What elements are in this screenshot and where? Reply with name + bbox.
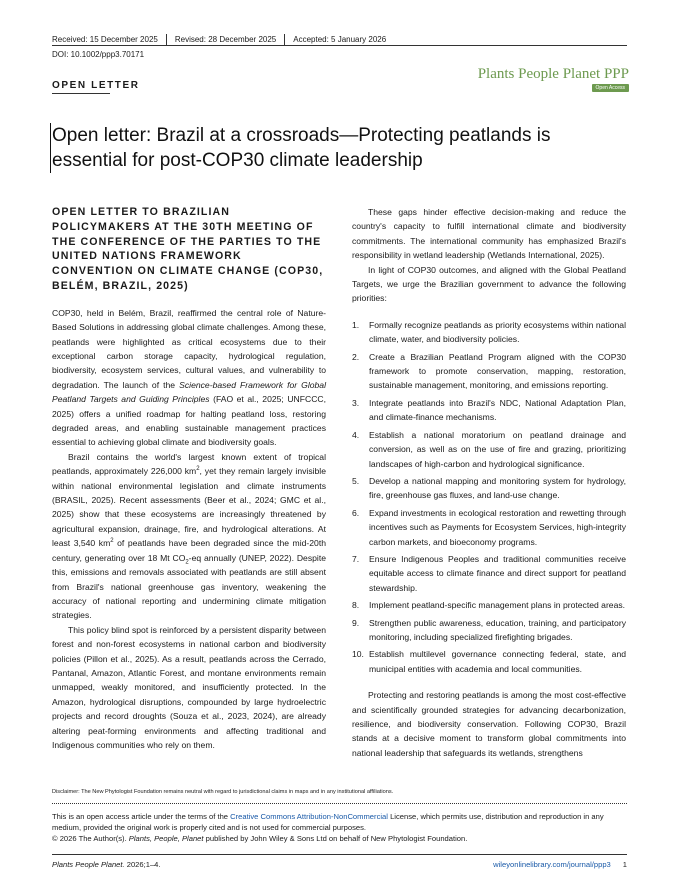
priority-number: 2. xyxy=(352,351,360,362)
priority-item xyxy=(352,318,626,347)
paragraph-4: These gaps hinder effective decision-making and reduce the country's capacity to fulfill international climate and biodiversity commitments. The international community has emphasized Brazil's responsibility in wetland leadership (Wetlands International, 2025). xyxy=(352,207,626,261)
priorities-list xyxy=(352,318,626,676)
priority-item xyxy=(352,474,626,503)
footer-right xyxy=(493,860,627,869)
paragraph-2 xyxy=(52,450,326,623)
priority-number: 10. xyxy=(352,649,364,660)
page-number: 1 xyxy=(622,860,627,869)
paragraph-1-text-a: COP30, held in Belém, Brazil, reaffirmed the central role of Nature-Based Solutions in addressing global climate challenges. Among these, peatlands were highlighted as critical ecosystems due to their exceptional carbon storage capacity, hydrological regulation, biodiversity, ecosystem services, cultural values, and vulnerability to degradation. The launch of the xyxy=(52,307,326,390)
priority-text: Strengthen public awareness, education, training, and participatory monitoring, including specialized firefighting brigades. xyxy=(369,617,626,642)
paragraph-2-text-a: Brazil contains the world's largest known extent of tropical peatlands, approximately 226,000 km xyxy=(52,451,326,477)
license-notice xyxy=(52,811,627,844)
open-access-badge: Open Access xyxy=(592,84,629,92)
priority-item xyxy=(352,598,626,612)
section-label: OPEN LETTER xyxy=(52,80,140,91)
copyright-publisher: published by John Wiley & Sons Ltd on behalf of New Phytologist Foundation. xyxy=(203,834,468,843)
priority-text: Implement peatland-specific management plans in protected areas. xyxy=(369,600,626,611)
priority-item xyxy=(352,506,626,549)
right-column xyxy=(352,205,626,760)
paragraph-2-text-c: of peatlands have been degraded since the mid-20th century, generating over 18 Mt CO xyxy=(52,538,326,563)
letter-subheading: OPEN LETTER TO BRAZILIAN POLICYMAKERS AT THE 30TH MEETING OF THE CONFERENCE OF THE PARTIES TO THE UNITED NATIONS FRAMEWORK CONVENTION ON CLIMATE CHANGE (COP30, BELÉM, BRAZIL, 2025) xyxy=(52,206,324,292)
priority-item xyxy=(352,428,626,471)
paragraph-5: In light of COP30 outcomes, and aligned with the Global Peatland Targets, we urge the Brazilian government to advance the following priorities: xyxy=(352,264,626,304)
priority-number: 5. xyxy=(352,475,360,486)
priority-item xyxy=(352,396,626,425)
priority-text: Develop a national mapping and monitoring system for hydrology, fire, greenhouse gas fluxes, and land-use change. xyxy=(369,475,626,501)
accepted-date: Accepted: 5 January 2026 xyxy=(284,34,394,46)
framework-title: Science-based Framework for Global Peatland Targets and Guiding Principles xyxy=(52,379,326,405)
paragraph-1-text-b: (FAO et al., 2025; UNFCCC, 2025) offers a unified roadmap for halting peatland loss, restoring degraded areas, and enabling sustainable management practices essential to achieving global climate and biodiversity goals. xyxy=(52,394,327,448)
dotted-rule xyxy=(52,803,627,804)
footer-journal: Plants People Planet. xyxy=(52,860,125,869)
copyright-journal: Plants, People, Planet xyxy=(128,834,204,843)
header-rule xyxy=(52,45,627,46)
received-date: Received: 15 December 2025 xyxy=(52,35,158,44)
subscript: 2 xyxy=(185,559,189,566)
cc-license-link[interactable]: Creative Commons Attribution-NonCommercial xyxy=(230,812,388,821)
paragraph-6: Protecting and restoring peatlands is among the most cost-effective and scientifically grounded strategies for advancing decarbonization, resilience, and biodiversity conservation. Following COP30, Brazil stands at a decisive moment to transform global commitments into national leadership that safeguards its wetlands, strengthens xyxy=(352,690,626,758)
citation xyxy=(52,860,161,869)
license-text-a: This is an open access article under the terms of the xyxy=(52,812,231,821)
priority-number: 9. xyxy=(352,617,360,628)
journal-logo-text: Plants People Planet PPP xyxy=(477,66,629,82)
priority-text: Establish a national moratorium on peatland drainage and conversion, as well as on the use of fire and grazing, prioritizing landscapes of high-carbon and hydrological significance. xyxy=(369,429,626,469)
paragraph-2-text-d: -eq annually (UNEP, 2022). Despite this, emissions and removals associated with peatlands are still absent from Brazil's national greenhouse gas inventory, weakening the accuracy of national reporting and undermining climate mitigation strategies. xyxy=(52,552,326,621)
priority-text: Integrate peatlands into Brazil's NDC, National Adaptation Plan, and climate-finance mechanisms. xyxy=(369,397,626,423)
priority-number: 7. xyxy=(352,553,360,564)
section-rule xyxy=(52,93,110,94)
article-title: Open letter: Brazil at a crossroads—Protecting peatlands is essential for post-COP30 climate leadership xyxy=(50,123,622,173)
superscript: 2 xyxy=(110,538,114,545)
journal-logo[interactable] xyxy=(474,66,629,92)
superscript: 2 xyxy=(196,466,200,473)
priority-item xyxy=(352,647,626,676)
priority-text: Ensure Indigenous Peoples and traditional communities receive equitable access to climate finance and direct support for peatland stewardship. xyxy=(369,553,626,593)
priority-number: 8. xyxy=(352,600,360,611)
footer-citation: 2026;1–4. xyxy=(124,860,161,869)
disclaimer: Disclaimer: The New Phytologist Foundation remains neutral with regard to jurisdictional claims in maps and in any institutional affiliations. xyxy=(52,789,394,795)
priority-text: Expand investments in ecological restoration and rewetting through incentives such as Payments for Ecosystem Services, high-integrity carbon markets, and bioeconomy programs. xyxy=(369,507,626,547)
paragraph-3: This policy blind spot is reinforced by a persistent disparity between forest and non-forest ecosystems in national carbon and biodiversity policies (Pillon et al., 2025). As a result, peatlands across the Cerrado, Pantanal, Amazon, Atlantic Forest, and montane environments remain unmapped, weakly monitored, and insufficiently protected. In the Amazon, hydrological disruptions, compounded by large hydroelectric projects and record droughts (Souza et al., 2023, 2024), are already altering peat-forming environments and affecting traditional and Indigenous communities who rely on them. xyxy=(52,624,326,750)
priority-number: 4. xyxy=(352,429,360,440)
left-column xyxy=(52,205,326,752)
footer-rule xyxy=(52,854,627,855)
license-text-b: License, which permits use, distribution and reproduction in any medium, provided the original work is properly cited and is not used for commercial purposes. xyxy=(52,812,604,832)
priority-number: 3. xyxy=(352,397,360,408)
priority-text: Formally recognize peatlands as priority ecosystems within national climate, water, and biodiversity policies. xyxy=(369,319,626,345)
copyright-text: © 2026 The Author(s). xyxy=(52,834,129,843)
doi[interactable]: DOI: 10.1002/ppp3.70171 xyxy=(52,50,145,59)
priority-number: 6. xyxy=(352,507,360,518)
priority-number: 1. xyxy=(352,319,360,330)
priority-item xyxy=(352,616,626,645)
priority-item xyxy=(352,552,626,595)
priority-item xyxy=(352,350,626,393)
journal-url-link[interactable]: wileyonlinelibrary.com/journal/ppp3 xyxy=(493,860,611,869)
priority-text: Create a Brazilian Peatland Program aligned with the COP30 framework to promote conservation, mapping, restoration, sustainable management, monitoring, and emissions reporting. xyxy=(369,351,626,391)
paragraph-1 xyxy=(52,306,326,450)
paragraph-2-text-b: , yet they remain largely invisible within national environmental legislation and climate instruments (BRASIL, 2025). Recent assessments (Beer et al., 2024; GMC et al., 2025) show that these ecosystems are increasingly threatened by agricultural expansion, drainage, fire, and hydrological alterations. At least 3,540 km xyxy=(52,466,326,549)
revised-date: Revised: 28 December 2025 xyxy=(166,34,284,46)
priority-text: Establish multilevel governance connecting federal, state, and municipal entities with academia and local communities. xyxy=(369,649,626,674)
